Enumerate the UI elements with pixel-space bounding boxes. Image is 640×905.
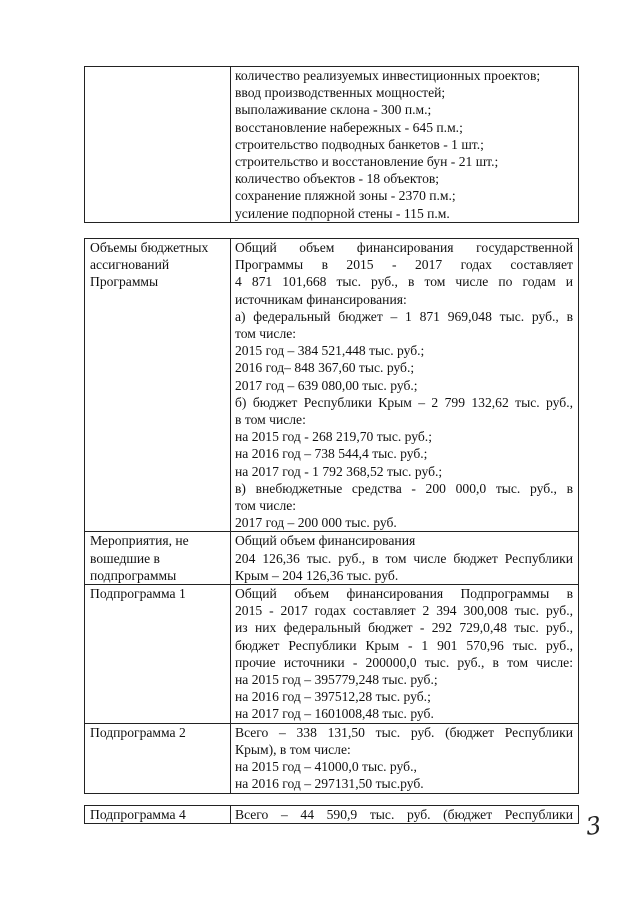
row-text-line: Всего – 44 590,9 тыс. руб. (бюджет Республики [235,807,573,822]
row-text-line: Общий объем финансирования [235,533,416,549]
row-text-line: Программы в 2015 - 2017 годах составляет [235,257,573,273]
row-text-line: том числе: [235,498,297,514]
row-text-cell [231,532,579,585]
row-label-line: Мероприятия, не [90,533,189,549]
indicators-table [84,66,579,223]
subprogram4-table [84,805,579,824]
indicator-line: строительство и восстановление бун - 21 шт.; [235,154,499,170]
funding-table [84,238,579,794]
row-text-line: б) бюджет Республики Крым – 2 799 132,62 тыс. руб., [235,394,573,410]
indicator-line: усиление подпорной стены - 115 п.м. [235,205,450,221]
row-text-line: источникам финансирования: [235,291,407,307]
indicators-list-cell [231,67,579,223]
row-subprogram-1 [85,585,579,724]
row-text-cell [231,723,579,793]
indicator-line: строительство подводных банкетов - 1 шт.; [235,136,484,152]
row-label-line: Подпрограмма 1 [90,586,186,602]
row-text-line: Общий объем финансирования Подпрограммы в [235,586,573,602]
row-label-line: Программы [90,274,159,290]
row-text-line: прочие источники - 200000,0 тыс. руб., в том числе: [235,654,573,670]
row-text-line: в том числе: [235,412,306,428]
row-subprogram-2 [85,723,579,793]
funding-table-body [85,239,579,794]
row-text-line: на 2015 год - 268 219,70 тыс. руб.; [235,429,432,445]
row-text-line: Крым – 204 126,36 тыс. руб. [235,567,399,583]
row-text-line: Общий объем финансирования государственной [235,240,573,255]
row-text-line: на 2016 год – 738 544,4 тыс. руб.; [235,446,428,462]
row-text-line: на 2015 год – 41000,0 тыс. руб., [235,759,417,775]
indicators-row [85,67,579,223]
indicator-line: сохранение пляжной зоны - 2370 п.м.; [235,188,456,204]
indicator-line: количество реализуемых инвестиционных проектов; [235,68,541,83]
row-text-line: бюджет Республики Крым - 1 901 570,96 тыс. руб., [235,637,573,653]
row-text-line: том числе: [235,326,297,342]
indicator-line: количество объектов - 18 объектов; [235,171,440,187]
row-text-line: из них федеральный бюджет - 292 729,0,48 тыс. руб., [235,620,573,636]
indicators-label-cell [85,67,231,223]
row-text-cell [231,585,579,724]
row-label-cell [85,239,231,532]
row-text-line: 4 871 101,668 тыс. руб., в том числе по годам и [235,274,573,290]
row-text-line: 2016 год– 848 367,60 тыс. руб.; [235,360,415,376]
row-text-line: на 2017 год - 1 792 368,52 тыс. руб.; [235,463,443,479]
row-label-line: Подпрограмма 2 [90,724,186,740]
row-text-line: 2015 - 2017 годах составляет 2 394 300,008 тыс. руб., [235,603,573,619]
row-text-line: в) внебюджетные средства - 200 000,0 тыс. руб., в [235,480,573,496]
indicator-line: восстановление набережных - 645 п.м.; [235,119,463,135]
row-label-cell [85,532,231,585]
row-text-cell [231,239,579,532]
row-label-line: ассигнований [90,257,170,273]
row-text-line: 204 126,36 тыс. руб., в том числе бюджет Республики [235,550,573,566]
row-text-line: на 2017 год – 1601008,48 тыс. руб. [235,706,434,722]
row-text-line: Крым), в том числе: [235,741,351,757]
indicator-line: ввод производственных мощностей; [235,85,446,101]
row-text-line: на 2016 год – 397512,28 тыс. руб.; [235,689,431,705]
row-label-line: Объемы бюджетных [90,240,209,255]
subprogram4-row [85,806,579,824]
row-text-line: 2017 год – 200 000 тыс. руб. [235,515,397,531]
row-program-funding [85,239,579,532]
row-text-line: 2015 год – 384 521,448 тыс. руб.; [235,343,425,359]
row-other-measures [85,532,579,585]
row-label-cell [85,585,231,724]
page-number: 3 [584,811,604,841]
row-label-cell [85,723,231,793]
row-text-line: а) федеральный бюджет – 1 871 969,048 тыс. руб., в [235,308,573,324]
row-text-line: на 2016 год – 297131,50 тыс.руб. [235,776,424,792]
row-text-line: 2017 год – 639 080,00 тыс. руб.; [235,377,418,393]
row-text-line: Всего – 338 131,50 тыс. руб. (бюджет Республики [235,724,573,740]
subprogram4-label [85,806,231,824]
row-label-line: вошедшие в [90,550,160,566]
row-label-line: Подпрограмма 4 [90,807,186,822]
subprogram4-text [231,806,579,824]
indicator-line: выполаживание склона - 300 п.м.; [235,102,432,118]
row-label-line: подпрограммы [90,567,177,583]
row-text-line: на 2015 год – 395779,248 тыс. руб.; [235,672,438,688]
